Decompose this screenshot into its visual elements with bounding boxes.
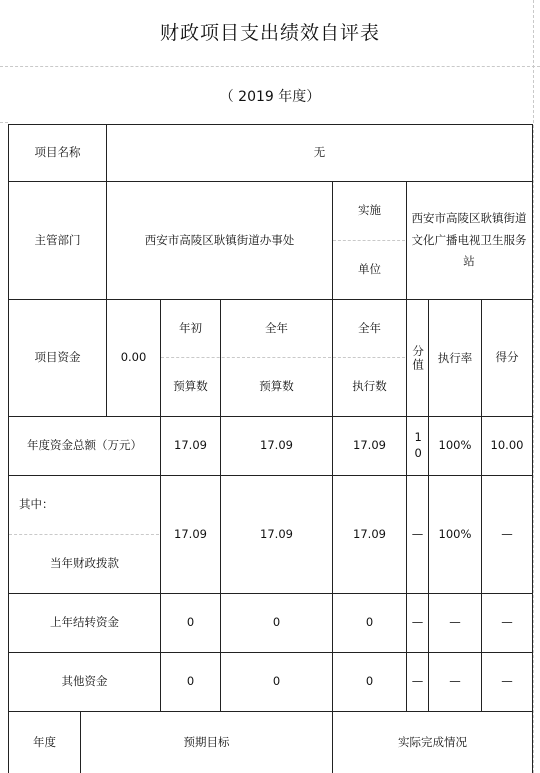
other-score: — xyxy=(501,674,513,689)
department-label: 主管部门 xyxy=(34,232,81,247)
implementer-value: 西安市高陵区耿镇街道文化广播电视卫生服务站 xyxy=(411,210,527,269)
current-v2: 17.09 xyxy=(260,526,293,541)
implementer-label-bottom: 单位 xyxy=(358,262,381,277)
total-weight: 10 xyxy=(411,430,426,462)
current-weight: — xyxy=(411,526,424,541)
carryover-v2: 0 xyxy=(272,615,281,630)
footer-target-label: 预期目标 xyxy=(183,734,230,749)
department-value: 西安市高陵区耿镇街道办事处 xyxy=(144,232,295,247)
current-label-top: 其中： xyxy=(19,497,54,512)
col3-bottom: 执行数 xyxy=(352,379,387,394)
funds-label: 项目资金 xyxy=(34,350,81,365)
other-v1: 0 xyxy=(186,674,195,689)
exec-rate-header: 执行率 xyxy=(437,350,473,365)
current-v3: 17.09 xyxy=(353,526,386,541)
fiscal-year: （ 2019 年度） xyxy=(219,89,321,105)
total-v1: 17.09 xyxy=(174,438,207,453)
total-rate: 100% xyxy=(438,438,472,453)
carryover-score: — xyxy=(501,615,513,630)
other-v3: 0 xyxy=(365,674,374,689)
carryover-v1: 0 xyxy=(186,615,195,630)
current-label-bottom: 当年财政拨款 xyxy=(50,556,119,571)
total-v3: 17.09 xyxy=(353,438,386,453)
implementer-label-top: 实施 xyxy=(358,203,381,218)
form-title: 财政项目支出绩效自评表 xyxy=(159,22,380,44)
carryover-v3: 0 xyxy=(365,615,374,630)
col2-top: 全年 xyxy=(265,320,288,335)
project-name-value: 无 xyxy=(313,145,326,160)
col1-bottom: 预算数 xyxy=(173,379,208,394)
total-v2: 17.09 xyxy=(260,438,293,453)
col3-top: 全年 xyxy=(358,320,381,335)
current-v1: 17.09 xyxy=(174,526,207,541)
carryover-rate: — xyxy=(449,615,461,630)
col2-bottom: 预算数 xyxy=(259,379,294,394)
current-rate: 100% xyxy=(438,526,472,541)
score-weight-header: 分值 xyxy=(411,344,426,372)
total-score: 10.00 xyxy=(490,438,524,453)
current-score: — xyxy=(501,526,513,541)
total-label: 年度资金总额（万元） xyxy=(27,438,142,453)
other-v2: 0 xyxy=(272,674,281,689)
other-weight: — xyxy=(411,674,424,689)
other-label: 其他资金 xyxy=(61,674,108,689)
score-header: 得分 xyxy=(495,350,519,365)
footer-year-label: 年度 xyxy=(33,734,56,749)
footer-actual-label: 实际完成情况 xyxy=(398,734,467,749)
col1-top: 年初 xyxy=(179,320,202,335)
funds-amount: 0.00 xyxy=(120,350,147,365)
carryover-label: 上年结转资金 xyxy=(50,615,119,630)
carryover-weight: — xyxy=(411,615,424,630)
other-rate: — xyxy=(449,674,461,689)
project-name-label: 项目名称 xyxy=(34,145,81,160)
